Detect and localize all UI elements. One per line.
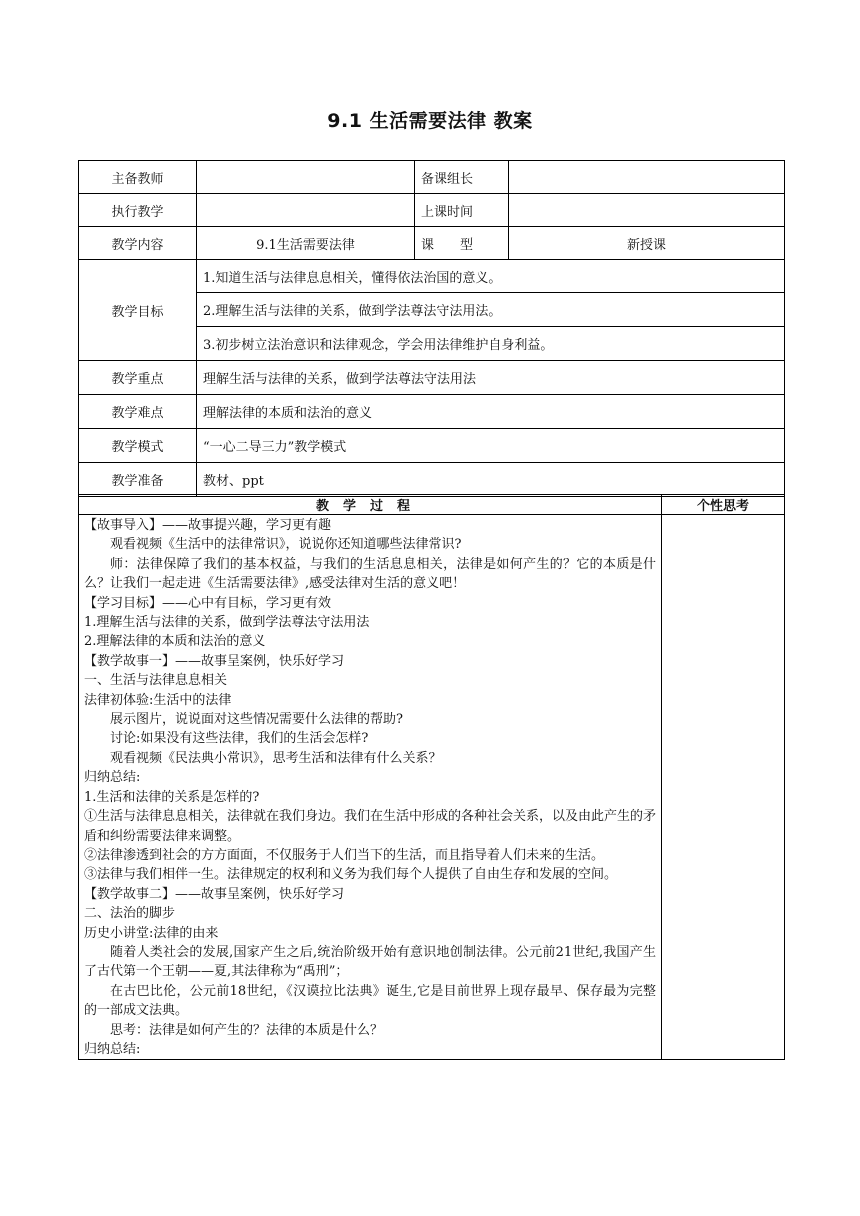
info-row-goal-1 xyxy=(79,260,785,293)
goal-item: 3.初步树立法治意识和法律观念，学会用法律维护自身利益。 xyxy=(197,327,785,361)
info-row-teachers xyxy=(79,161,785,194)
content-label: 教学内容 xyxy=(79,227,197,260)
group-leader-label: 备课组长 xyxy=(415,161,509,194)
paragraph: 1.生活和法律的关系是怎样的? xyxy=(84,789,260,805)
info-row-difficulty xyxy=(79,395,785,429)
paragraph: 归纳总结: xyxy=(84,770,141,786)
paragraph: 观看视频《民法典小常识》，思考生活和法律有什么关系？ xyxy=(110,750,442,766)
mode-value: “一心二导三力”教学模式 xyxy=(197,429,785,463)
teaching-process-table xyxy=(78,494,785,1060)
difficulty-value: 理解法律的本质和法治的意义 xyxy=(197,395,785,429)
section-heading: 【教学故事二】——故事呈案例，快乐好学习 xyxy=(84,886,345,902)
paragraph: 法律初体验:生活中的法律 xyxy=(84,692,232,708)
side-notes xyxy=(662,515,785,1060)
type-label: 课 型 xyxy=(415,227,509,260)
prep-value: 教材、ppt xyxy=(197,463,785,497)
class-time-value xyxy=(509,194,785,227)
process-header: 教学过程 xyxy=(79,495,662,515)
goal-item: 2.理解生活与法律的关系，做到学法尊法守法用法。 xyxy=(197,293,785,327)
paragraph: 思考：法律是如何产生的？法律的本质是什么？ xyxy=(110,1022,384,1038)
info-row-mode xyxy=(79,429,785,463)
type-value: 新授课 xyxy=(509,227,785,260)
class-time-label: 上课时间 xyxy=(415,194,509,227)
section-heading: 【教学故事一】——故事呈案例，快乐好学习 xyxy=(84,653,345,669)
paragraph: 归纳总结: xyxy=(84,1041,141,1057)
side-notes-header: 个性思考 xyxy=(662,495,785,515)
paragraph: 2.理解法律的本质和法治的意义 xyxy=(84,634,266,650)
main-teacher-value xyxy=(197,161,415,194)
paragraph: 历史小讲堂:法律的由来 xyxy=(84,925,219,941)
paragraph: 讨论:如果没有这些法律，我们的生活会怎样? xyxy=(110,731,369,747)
paragraph: 师：法律保障了我们的基本权益，与我们的生活息息相关，法律是如何产生的？它的本质是什么？让我们一起走进《生活需要法律》,感受法律对生活的意义吧！ xyxy=(84,556,656,592)
info-row-content xyxy=(79,227,785,260)
paragraph: ①生活与法律息息相关，法律就在我们身边。我们在生活中形成的各种社会关系，以及由此产生的矛盾和纠纷需要法律来调整。 xyxy=(84,809,657,844)
group-leader-value xyxy=(509,161,785,194)
paragraph: 在古巴比伦，公元前18世纪，《汉谟拉比法典》诞生,它是目前世界上现存最早、保存最为完整的一部成文法典。 xyxy=(84,983,656,1019)
paragraph: 观看视频《生活中的法律常识》，说说你还知道哪些法律常识? xyxy=(110,537,462,553)
exec-teaching-label: 执行教学 xyxy=(79,194,197,227)
difficulty-label: 教学难点 xyxy=(79,395,197,429)
main-teacher-label: 主备教师 xyxy=(79,161,197,194)
mode-label: 教学模式 xyxy=(79,429,197,463)
paragraph: 1.理解生活与法律的关系，做到学法尊法守法用法 xyxy=(84,615,370,631)
key-label: 教学重点 xyxy=(79,361,197,395)
info-row-exec xyxy=(79,194,785,227)
process-content xyxy=(79,515,662,1060)
info-row-key xyxy=(79,361,785,395)
paragraph: ③法律与我们相伴一生。法律规定的权利和义务为我们每个人提供了自由生存和发展的空间。 xyxy=(84,867,618,883)
goal-item: 1.知道生活与法律息息相关，懂得依法治国的意义。 xyxy=(197,260,785,293)
goals-label: 教学目标 xyxy=(79,260,197,361)
paragraph: ②法律渗透到社会的方方面面，不仅服务于人们当下的生活，而且指导着人们未来的生活。 xyxy=(84,847,605,863)
prep-label: 教学准备 xyxy=(79,463,197,497)
paragraph: 展示图片，说说面对这些情况需要什么法律的帮助? xyxy=(110,712,403,728)
subheading: 二、法治的脚步 xyxy=(84,906,176,922)
page-title: 9.1 生活需要法律 教案 xyxy=(327,110,533,132)
paragraph: 随着人类社会的发展,国家产生之后,统治阶级开始有意识地创制法律。公元前21世纪,我国产生了古代第一个王朝——夏,其法律称为“禹刑”； xyxy=(84,944,656,980)
section-heading: 【故事导入】——故事提兴趣，学习更有趣 xyxy=(84,518,332,533)
info-row-prep xyxy=(79,463,785,497)
exec-teaching-value xyxy=(197,194,415,227)
process-body-row xyxy=(79,515,785,1060)
content-value: 9.1生活需要法律 xyxy=(197,227,415,260)
process-header-row xyxy=(79,495,785,515)
key-value: 理解生活与法律的关系，做到学法尊法守法用法 xyxy=(197,361,785,395)
lesson-info-table xyxy=(78,160,785,497)
section-heading: 【学习目标】——心中有目标，学习更有效 xyxy=(84,595,332,611)
subheading: 一、生活与法律息息相关 xyxy=(84,673,228,689)
